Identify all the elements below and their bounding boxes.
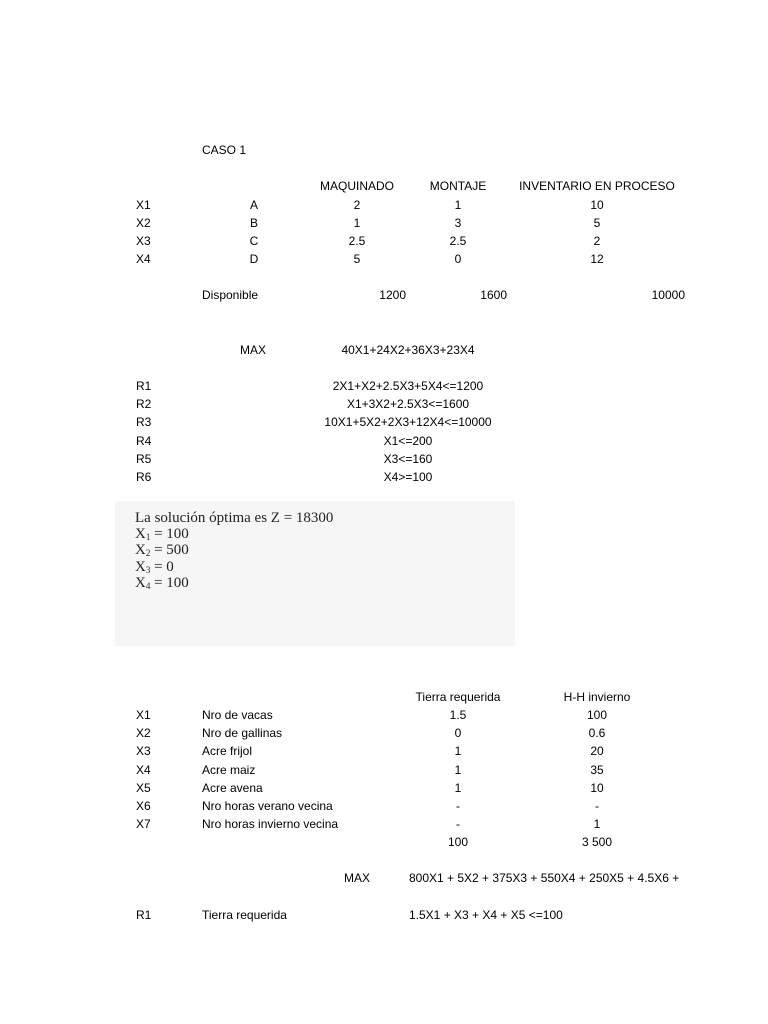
available-maquinado: 1200 [379, 288, 406, 302]
row-var: X1 [136, 198, 151, 212]
row-product: B [249, 216, 259, 230]
cell-value: 5 [353, 252, 361, 266]
cell-value: - [456, 817, 460, 831]
header-montaje: MONTAJE [429, 179, 487, 193]
total-hh-invierno: 3 500 [581, 835, 613, 849]
cell-value: 10 [590, 198, 604, 212]
cell-value: 0.6 [588, 726, 606, 740]
constraint-id: R4 [136, 434, 152, 448]
constraint-desc: Tierra requerida [202, 908, 287, 922]
constraint-expr: 10X1+5X2+2X3+12X4<=10000 [324, 415, 492, 429]
row-var: X2 [136, 726, 151, 740]
solution-var: $X_4 = 100$ [135, 575, 189, 591]
header-maquinado: MAQUINADO [319, 179, 395, 193]
available-label: Disponible [202, 288, 259, 302]
cell-value: 10 [590, 781, 604, 795]
row-var: X6 [136, 799, 151, 813]
constraint-expr: 1.5X1 + X3 + X4 + X5 <=100 [409, 908, 563, 922]
row-var: X3 [136, 234, 151, 248]
header-tierra: Tierra requerida [415, 690, 501, 704]
cell-value: 100 [586, 708, 608, 722]
cell-value: 12 [590, 252, 604, 266]
constraint-id: R2 [136, 397, 152, 411]
cell-value: 1 [454, 744, 462, 758]
available-inventario: 10000 [651, 288, 685, 302]
row-desc: Nro horas verano vecina [202, 799, 333, 813]
constraint-id: R5 [136, 452, 152, 466]
row-var: X4 [136, 252, 151, 266]
constraint-expr: X4>=100 [383, 470, 433, 484]
row-desc: Nro horas invierno vecina [202, 817, 339, 831]
constraint-expr: X1+3X2+2.5X3<=1600 [346, 397, 470, 411]
cell-value: 2 [353, 198, 361, 212]
objective-function-2: 800X1 + 5X2 + 375X3 + 550X4 + 250X5 + 4.5X6 + [409, 871, 680, 885]
constraint-expr: X1<=200 [383, 434, 433, 448]
total-tierra: 100 [447, 835, 469, 849]
cell-value: 1 [454, 198, 462, 212]
solution-var: $X_1 = 100$ [135, 526, 189, 542]
cell-value: - [595, 799, 599, 813]
row-var: X7 [136, 817, 151, 831]
cell-value: 2.5 [348, 234, 366, 248]
row-var: X3 [136, 744, 151, 758]
row-desc: Nro de gallinas [202, 726, 283, 740]
constraint-id: R1 [136, 908, 152, 922]
row-var: X5 [136, 781, 151, 795]
constraint-expr: 2X1+X2+2.5X3+5X4<=1200 [332, 379, 484, 393]
cell-value: 1.5 [449, 708, 467, 722]
cell-value: 1 [593, 817, 601, 831]
objective-function: 40X1+24X2+36X3+23X4 [341, 343, 475, 357]
cell-value: 20 [590, 744, 604, 758]
row-var: X1 [136, 708, 151, 722]
cell-value: 5 [593, 216, 601, 230]
max-label-2: MAX [344, 871, 371, 885]
constraint-expr: X3<=160 [383, 452, 433, 466]
row-desc: Acre frijol [202, 744, 253, 758]
row-product: C [249, 234, 259, 248]
cell-value: 1 [353, 216, 361, 230]
cell-value: 2.5 [449, 234, 467, 248]
row-product: A [249, 198, 259, 212]
cell-value: 1 [454, 781, 462, 795]
header-hh-invierno: H-H invierno [563, 690, 631, 704]
header-inventario: INVENTARIO EN PROCESO [519, 179, 675, 193]
cell-value: 3 [454, 216, 462, 230]
cell-value: 1 [454, 763, 462, 777]
cell-value: - [456, 799, 460, 813]
row-desc: Acre maiz [202, 763, 256, 777]
row-product: D [249, 252, 259, 266]
solution-var: $X_2 = 500$ [135, 542, 189, 558]
constraint-id: R3 [136, 415, 152, 429]
cell-value: 0 [454, 726, 462, 740]
cell-value: 2 [593, 234, 601, 248]
cell-value: 35 [590, 763, 604, 777]
max-label: MAX [240, 343, 267, 357]
solution-box [115, 501, 515, 646]
row-var: X2 [136, 216, 151, 230]
cell-value: 0 [454, 252, 462, 266]
solution-line: La solución óptima es Z = 18300 [135, 510, 334, 526]
row-desc: Acre avena [202, 781, 263, 795]
case1-title: CASO 1 [202, 143, 247, 157]
row-desc: Nro de vacas [202, 708, 273, 722]
available-montaje: 1600 [480, 288, 507, 302]
row-var: X4 [136, 763, 151, 777]
constraint-id: R1 [136, 379, 152, 393]
solution-var: $X_3 = 0$ [135, 559, 174, 575]
constraint-id: R6 [136, 470, 152, 484]
